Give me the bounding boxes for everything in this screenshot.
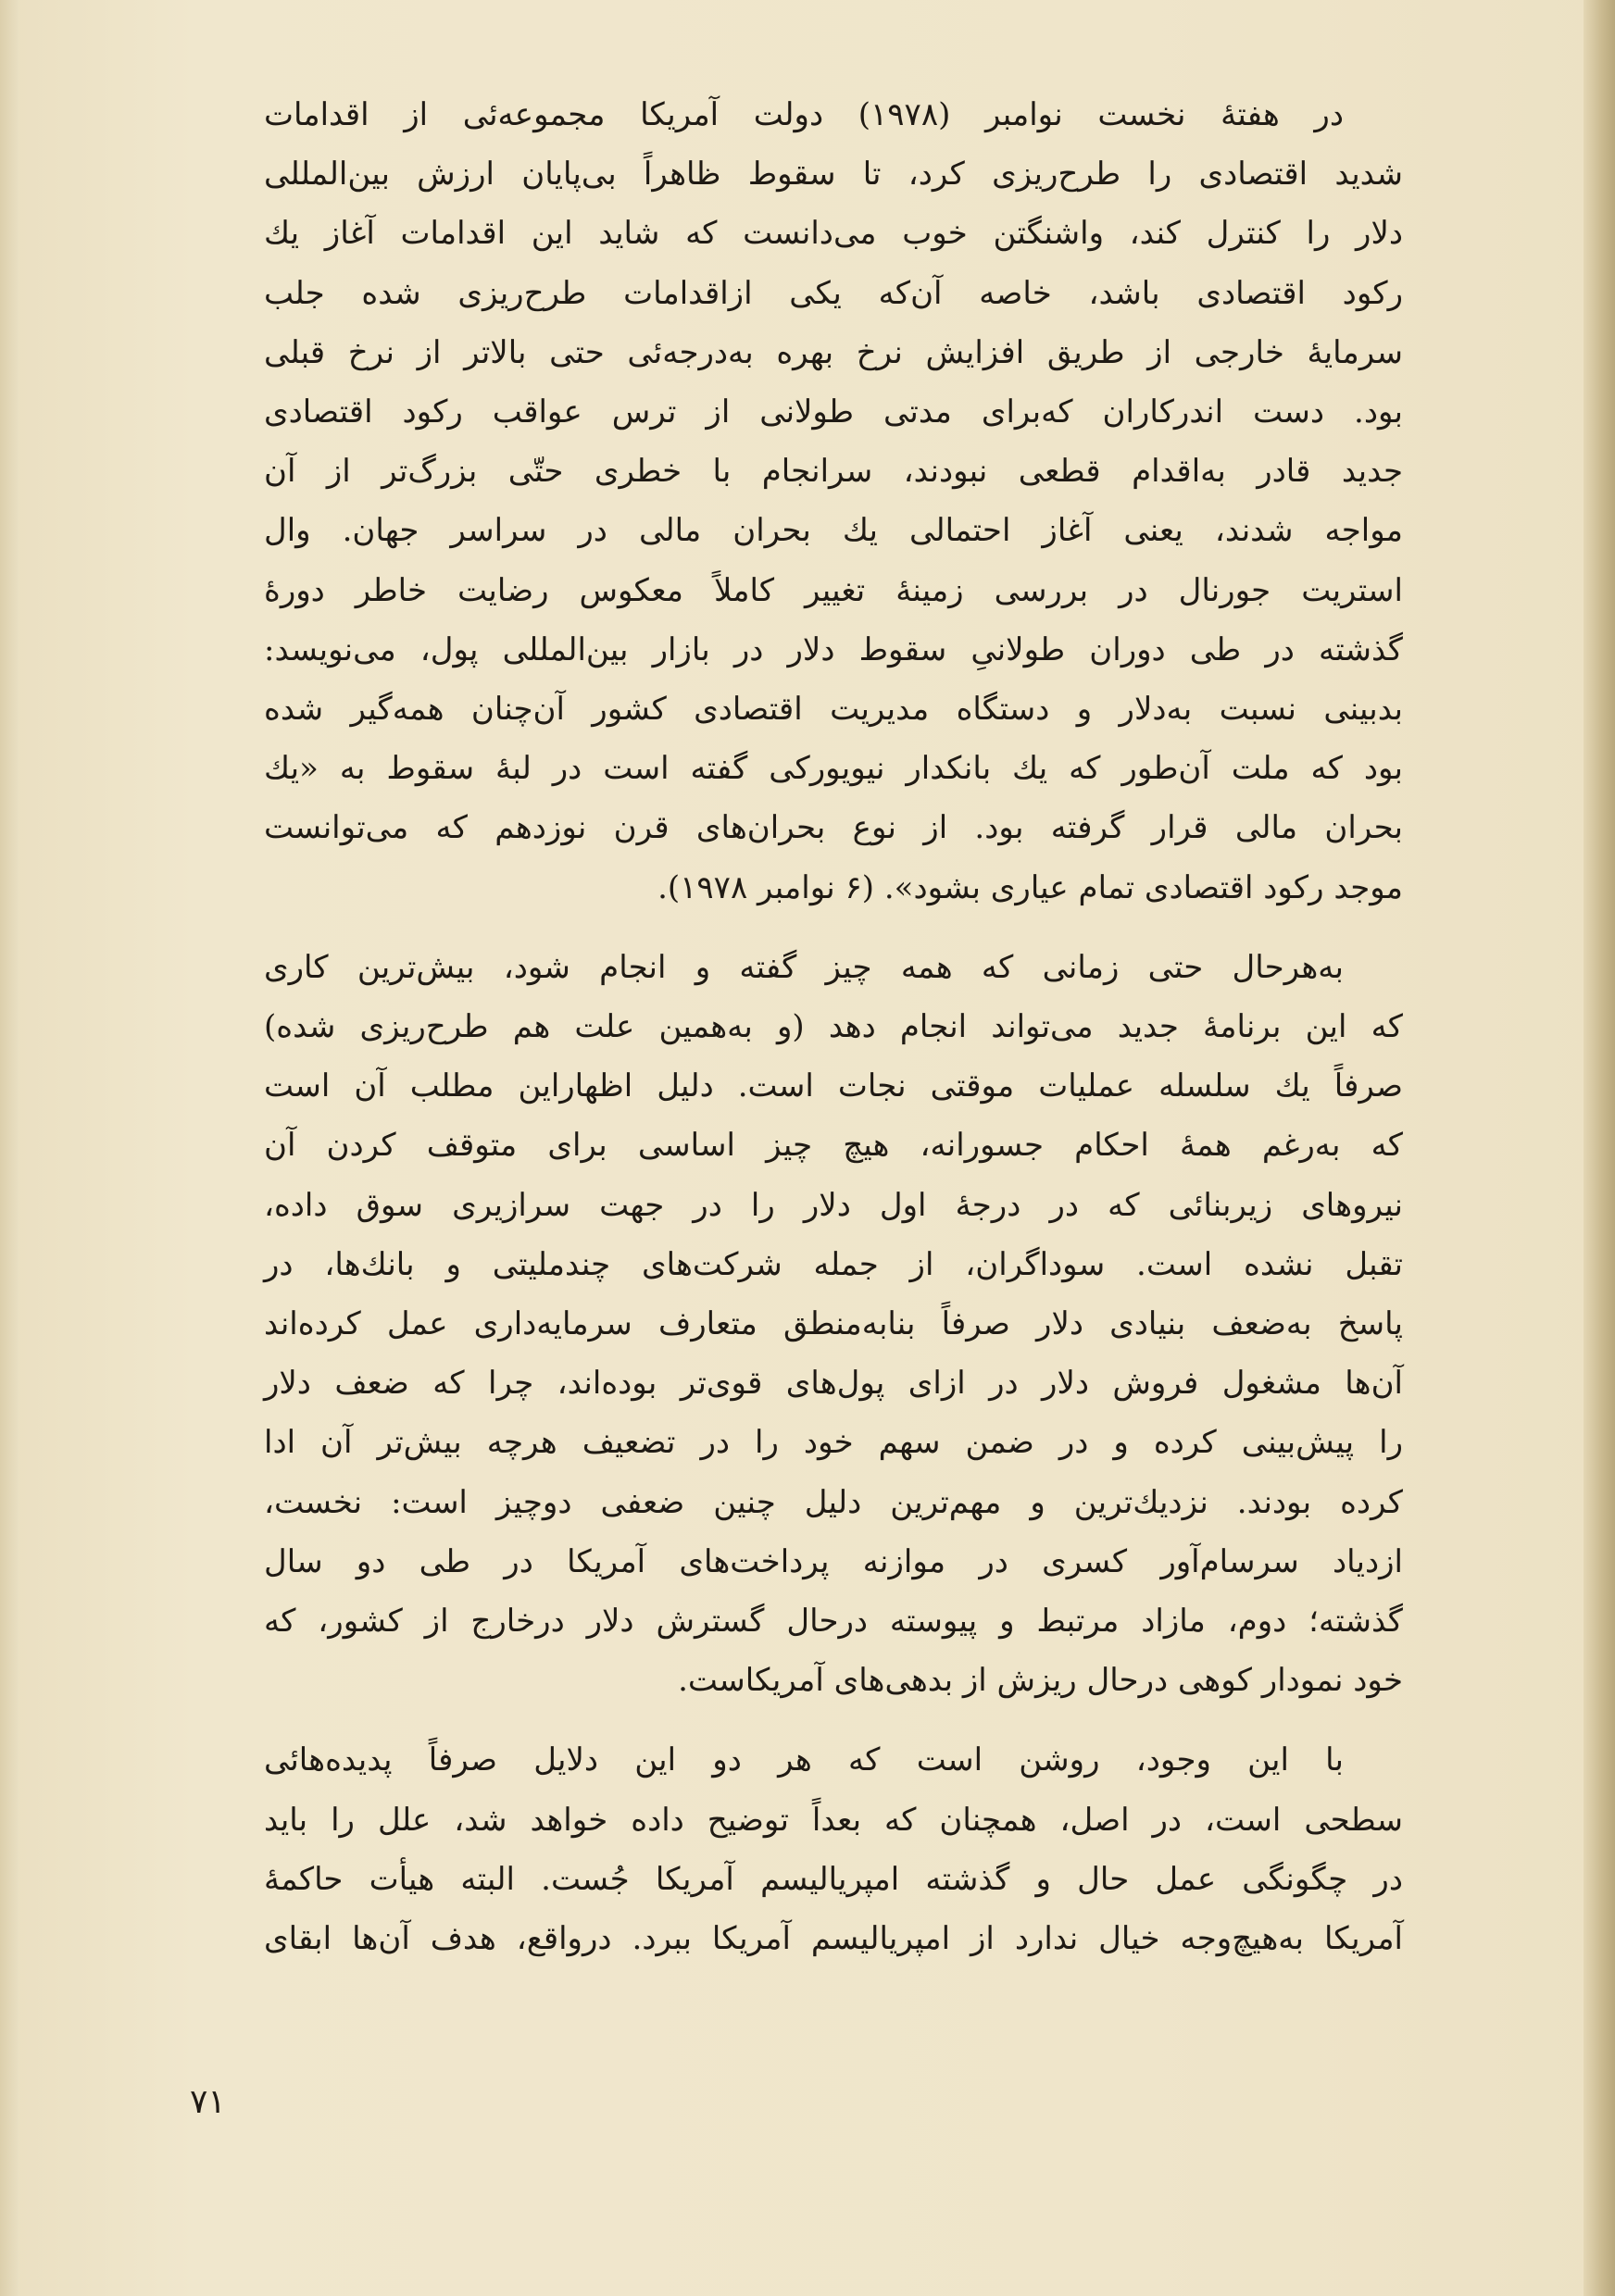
text-line: نیروهای زیربنائی که در درجهٔ اول دلار را در جهت سرازیری سوق داده، <box>264 1186 1403 1224</box>
text-line: بود که ملت آن‌طور که یك بانکدار نیویورکی گفته است در لبهٔ سقوط به «یك <box>264 750 1403 788</box>
text-line: دلار را کنترل کند، واشنگتن خوب می‌دانست که شاید این اقدامات آغاز یك <box>264 215 1403 253</box>
text-line: را پیش‌بینی کرده و در ضمن سهم خود را در تضعیف هرچه بیش‌تر آن ادا <box>264 1424 1403 1462</box>
text-line: بحران مالی قرار گرفته بود. از نوع بحران‌های قرن نوزدهم که می‌توانست <box>264 809 1403 847</box>
page-number: ۷۱ <box>190 2083 226 2121</box>
text-line: سطحی است، در اصل، همچنان که بعداً توضیح داده خواهد شد، علل را باید <box>264 1801 1403 1839</box>
text-line: که این برنامهٔ جدید می‌تواند انجام دهد (و به‌همین علت هم طرح‌ریزی شده) <box>264 1008 1403 1046</box>
text-line: رکود اقتصادی باشد، خاصه آن‌که یکی ازاقدامات طرح‌ریزی شده جلب <box>264 274 1403 312</box>
text-line: در چگونگی عمل حال و گذشته امپریالیسم آمریکا جُست. البته هیأت حاکمهٔ <box>264 1860 1403 1898</box>
text-line: پاسخ به‌ضعف بنیادی دلار صرفاً بنابه‌منطق متعارف سرمایه‌داری عمل کرده‌اند <box>264 1305 1403 1343</box>
text-line: به‌هرحال حتی زمانی که همه چیز گفته و انجام شود، بیش‌ترین کاری <box>264 948 1344 986</box>
text-line: سرمایهٔ خارجی از طریق افزایش نرخ بهره به‌درجه‌ئی حتی بالاتر از نرخ قبلی <box>264 333 1403 371</box>
text-line: مواجه شدند، یعنی آغاز احتمالی یك بحران مالی در سراسر جهان. وال <box>264 512 1403 550</box>
text-line: کرده بودند. نزدیك‌ترین و مهم‌ترین دلیل چنین ضعفی دوچیز است: نخست، <box>264 1483 1403 1521</box>
text-line: گذشته در طی دوران طولانیِ سقوط دلار در بازار بین‌المللی پول، می‌نویسد: <box>264 630 1403 668</box>
text-line: آن‌ها مشغول فروش دلار در ازای پول‌های قوی‌تر بوده‌اند، چرا که ضعف دلار <box>264 1365 1403 1403</box>
text-line: در هفتهٔ نخست نوامبر (۱۹۷۸) دولت آمریکا مجموعه‌ئی از اقدامات <box>264 96 1344 133</box>
paragraph-3 <box>264 1730 1403 1968</box>
paragraph-1 <box>264 85 1403 917</box>
text-line: خود نمودار کوهی درحال ریزش از بدهی‌های آمریکاست. <box>678 1662 1403 1700</box>
text-line: آمریکا به‌هیچ‌وجه خیال ندارد از امپریالیسم آمریکا ببرد. درواقع، هدف آن‌ها ابقای <box>264 1920 1403 1958</box>
text-line: که به‌رغم همهٔ احکام جسورانه، هیچ چیز اساسی برای متوقف کردن آن <box>264 1127 1403 1165</box>
page-right-edge <box>1584 0 1615 2296</box>
text-line: بدبینی نسبت به‌دلار و دستگاه مدیریت اقتصادی کشور آن‌چنان همه‌گیر شده <box>264 691 1403 729</box>
text-line: بود. دست اندرکاران که‌برای مدتی طولانی از ترس عواقب رکود اقتصادی <box>264 393 1403 431</box>
text-line: تقبل نشده است. سوداگران، از جمله شرکت‌های چندملیتی و بانك‌ها، در <box>264 1245 1403 1283</box>
text-line: صرفاً یك سلسله عملیات موقتی نجات است. دلیل اظهاراین مطلب آن است <box>264 1067 1403 1105</box>
text-line: با این وجود، روشن است که هر دو این دلایل صرفاً پدیده‌هائی <box>264 1741 1344 1779</box>
body-text <box>264 85 1403 1968</box>
text-line: استریت جورنال در بررسی زمینهٔ تغییر کاملاً معکوس رضایت خاطر دورهٔ <box>264 571 1403 609</box>
page-left-edge <box>0 0 19 2296</box>
text-line: ازدیاد سرسام‌آور کسری در موازنه پرداخت‌های آمریکا در طی دو سال <box>264 1542 1403 1580</box>
text-line: شدید اقتصادی را طرح‌ریزی کرد، تا سقوط ظاهراً بی‌پایان ارزش بین‌المللی <box>264 156 1403 193</box>
text-line: موجد رکود اقتصادی تمام عیاری بشود». (۶ نوامبر ۱۹۷۸). <box>657 868 1403 906</box>
text-line: جدید قادر به‌اقدام قطعی نبودند، سرانجام با خطری حتّی بزرگ‌تر از آن <box>264 453 1403 491</box>
text-line: گذشته؛ دوم، مازاد مرتبط و پیوسته درحال گسترش دلار درخارج از کشور، که <box>264 1603 1403 1641</box>
paragraph-2 <box>264 938 1403 1711</box>
